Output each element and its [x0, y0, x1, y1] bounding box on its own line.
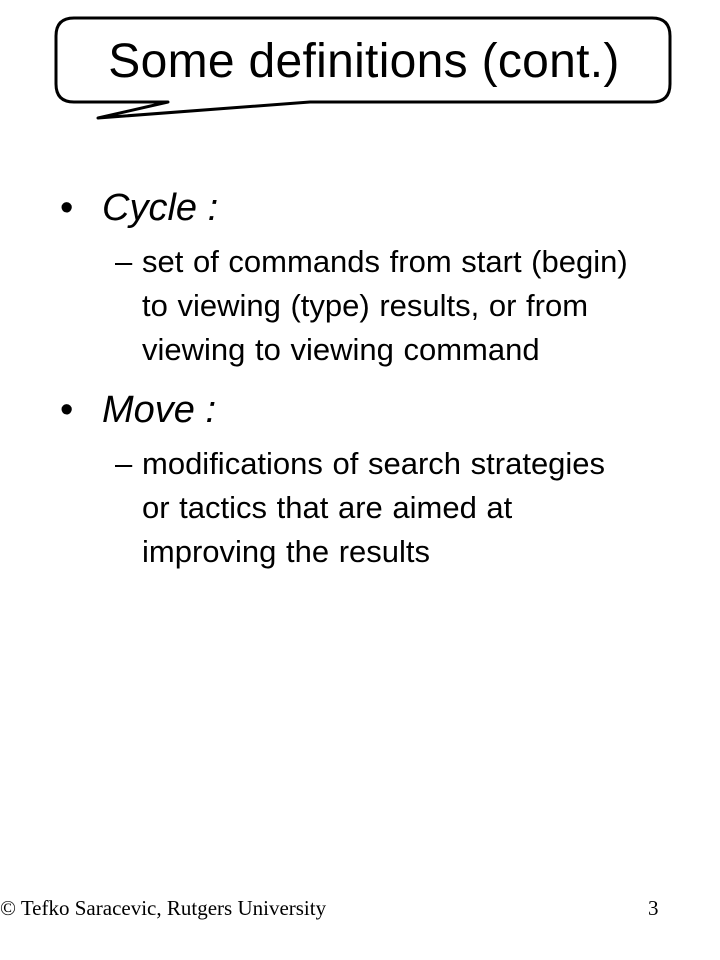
footer-copyright: © Tefko Saracevic, Rutgers University: [0, 896, 327, 920]
sub-item-move: [115, 442, 680, 574]
term-cycle: Cycle :: [102, 187, 219, 229]
bullet-item-move: [60, 384, 680, 436]
bullet-marker: •: [60, 389, 74, 431]
definition-cycle: set of commands from start (begin) to viewing (type) results, or from viewing to viewing command: [142, 244, 628, 367]
dash-marker: –: [115, 446, 133, 481]
definition-move: modifications of search strategies or tactics that are aimed at improving the results: [142, 446, 606, 569]
sub-item-cycle: [115, 240, 680, 372]
slide-title: Some definitions (cont.): [108, 35, 620, 88]
page-number: 3: [648, 896, 659, 920]
bullet-marker: •: [60, 187, 74, 229]
term-move: Move :: [102, 389, 217, 431]
bullet-item-cycle: [60, 182, 680, 234]
definition-list: [60, 182, 680, 586]
dash-marker: –: [115, 244, 133, 279]
